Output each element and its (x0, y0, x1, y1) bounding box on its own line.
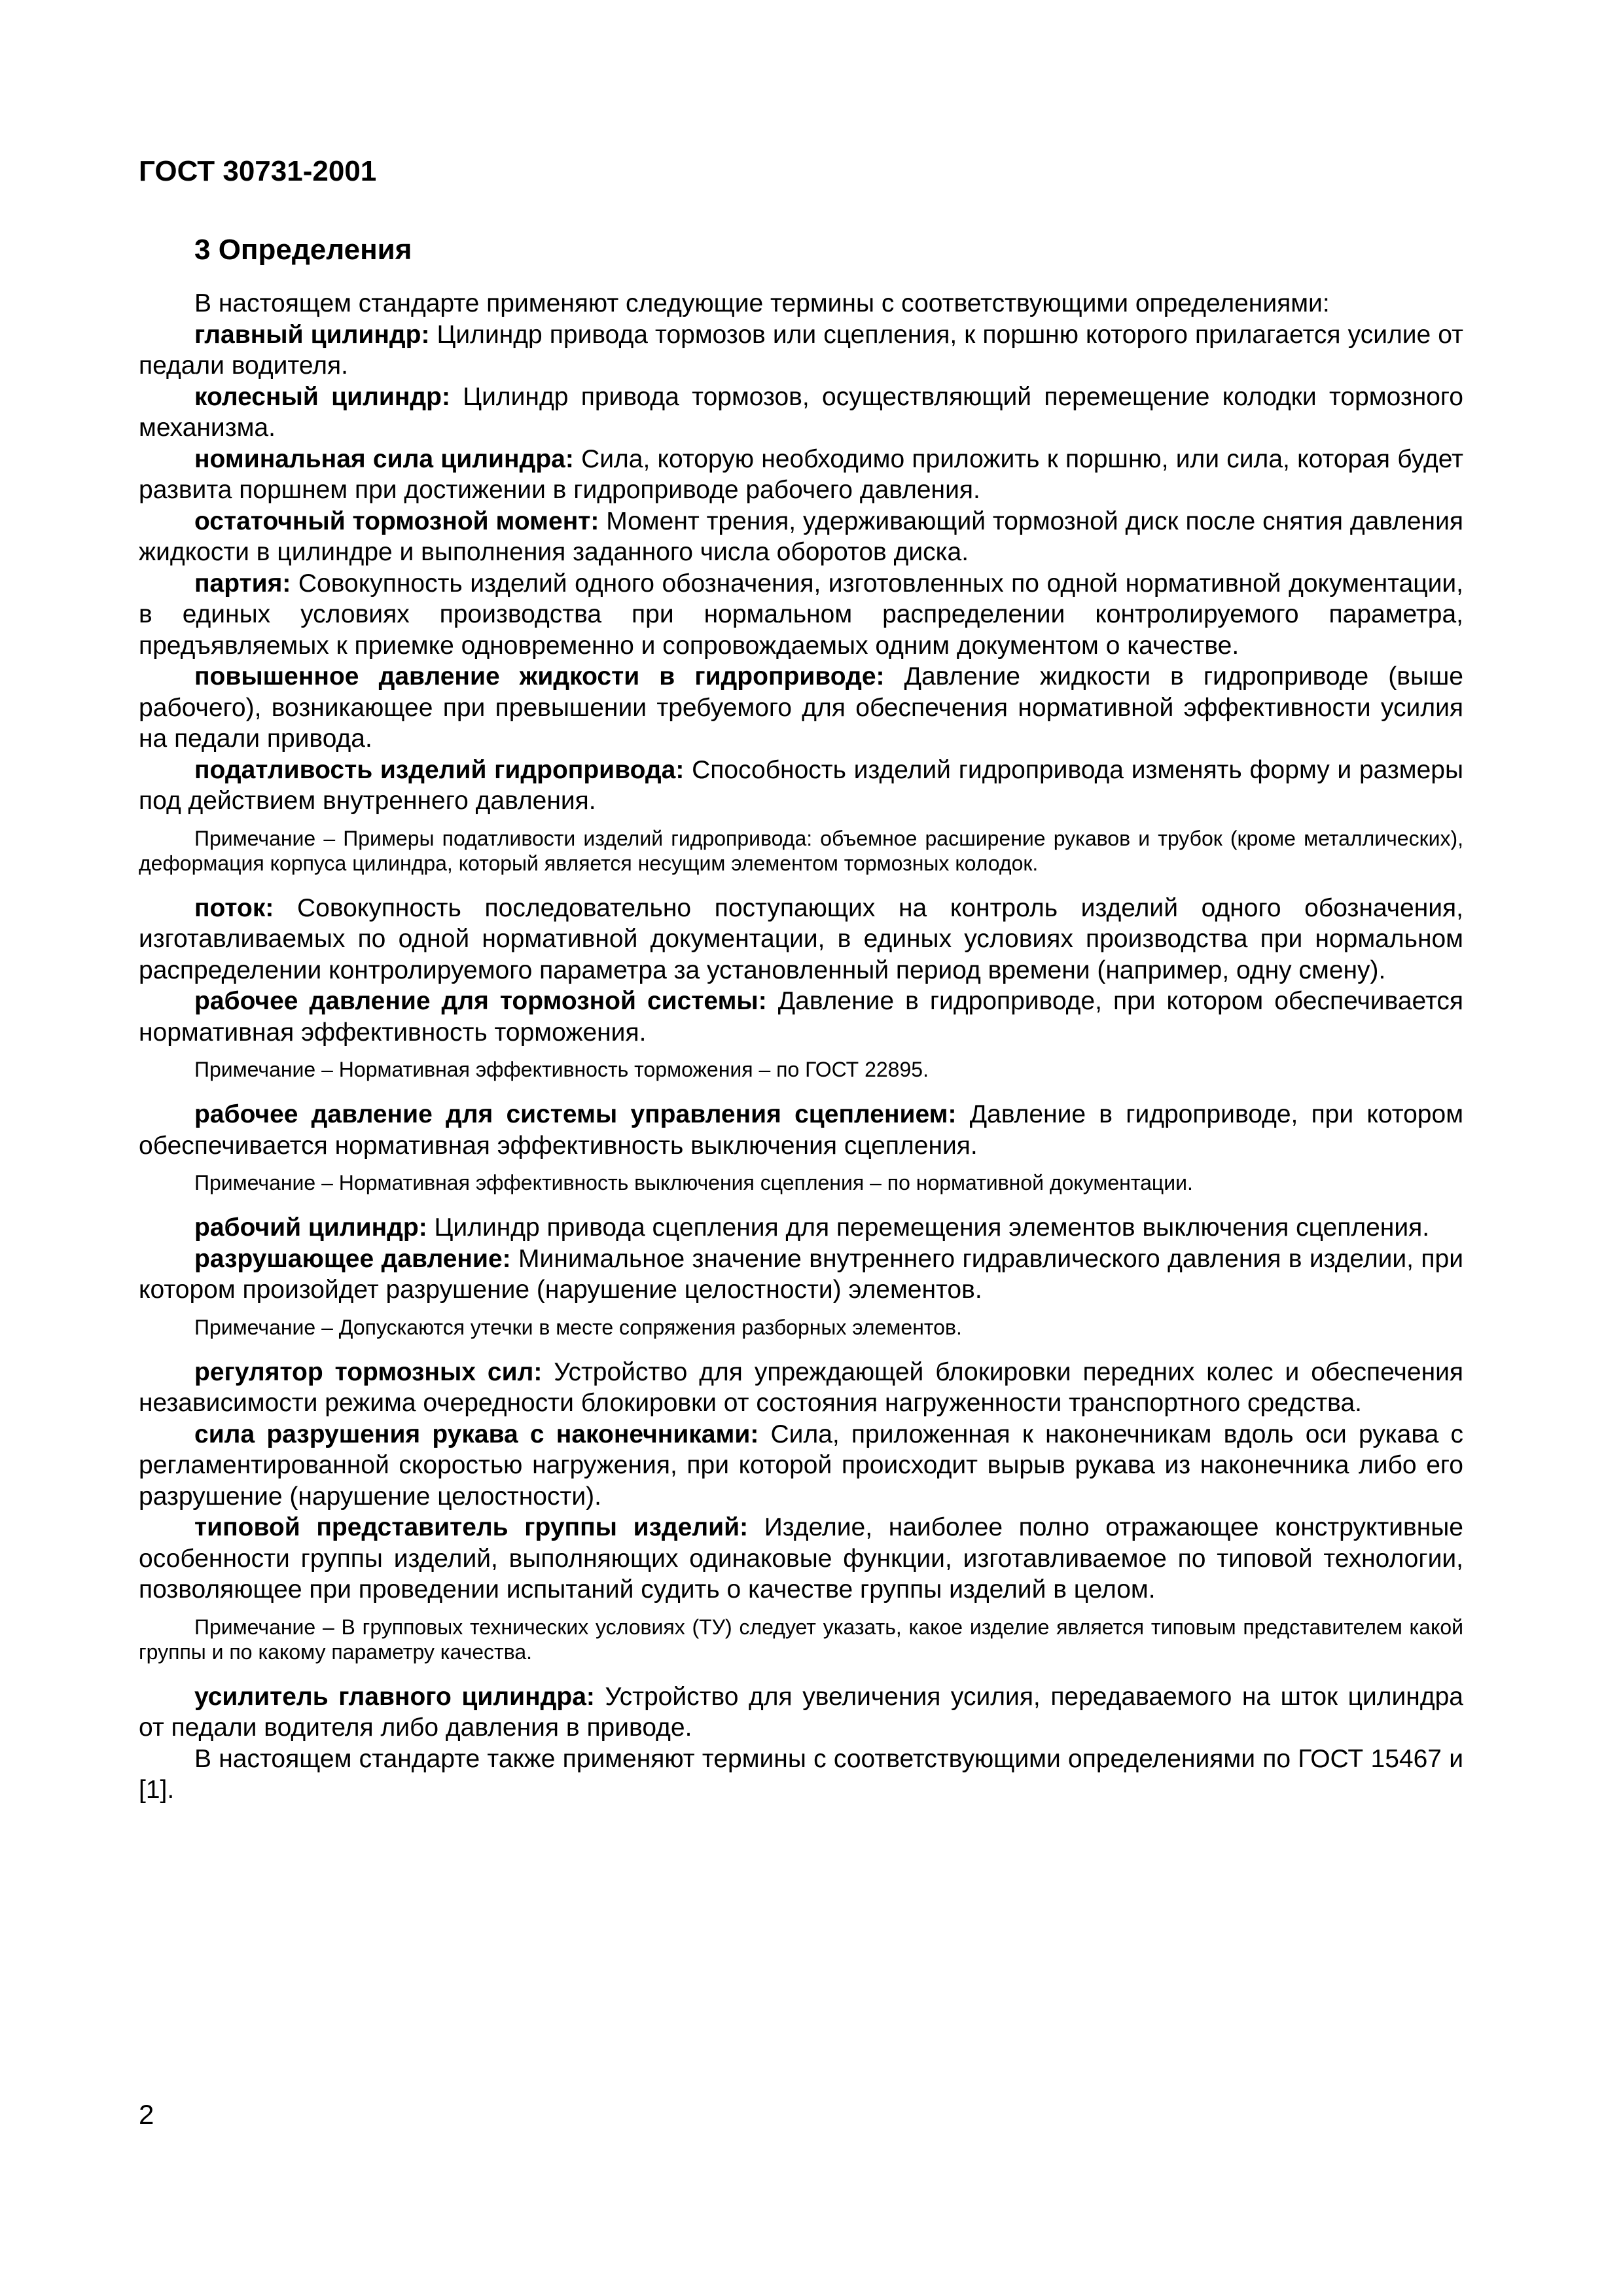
definition-nominal-force (139, 444, 1463, 506)
definition-text: Минимальное значение внутреннего гидравлического давления в изделии, при котором произойдет разрушение (нарушение целостности) элементов. (139, 1244, 1463, 1304)
definition-text: Цилиндр привода сцепления для перемещения элементов выключения сцепления. (427, 1213, 1430, 1242)
definition-text: Изделие, наиболее полно отражающее конструктивные особенности группы изделий, выполняющих одинаковые функции, изготавливаемое по типовой технологии, позволяющее при проведении испытаний судить о качестве группы изделий в целом. (139, 1513, 1463, 1604)
definition-burst-pressure (139, 1244, 1463, 1306)
definition-term: рабочее давление для тормозной системы: (194, 987, 767, 1015)
definition-text: Сила, приложенная к наконечникам вдоль оси рукава с регламентированной скоростью нагружения, при которой происходит вырыв рукава из наконечника либо его разрушение (нарушение целостности). (139, 1420, 1463, 1511)
definition-term: повышенное давление жидкости в гидроприводе: (194, 662, 885, 691)
definition-term: рабочий цилиндр: (194, 1213, 427, 1242)
definition-hose-break-force (139, 1419, 1463, 1513)
definition-text: Давление в гидроприводе, при котором обеспечивается нормативная эффективность выключения сцепления. (139, 1100, 1464, 1160)
definition-text: Сила, которую необходимо приложить к поршню, или сила, которая будет развита поршнем при достижении в гидроприводе рабочего давления. (139, 444, 1463, 504)
definition-term: партия: (194, 569, 291, 598)
definition-residual-torque (139, 506, 1463, 568)
definition-wheel-cylinder (139, 382, 1463, 444)
definition-term: колесный цилиндр: (194, 382, 450, 411)
definitions-body (139, 288, 1463, 1806)
definition-term: номинальная сила цилиндра: (194, 444, 574, 473)
definition-text: Способность изделий гидропривода изменять форму и размеры под действием внутреннего давления. (139, 755, 1463, 815)
closing-paragraph: В настоящем стандарте также применяют термины с соответствующими определениями по ГОСТ 15467 и [1]. (139, 1744, 1463, 1804)
note-brake-efficiency: Примечание – Нормативная эффективность торможения – по ГОСТ 22895. (194, 1058, 929, 1081)
note-clutch-efficiency: Примечание – Нормативная эффективность выключения сцепления – по нормативной документации. (194, 1171, 1193, 1194)
note-typical: Примечание – В групповых технических условиях (ТУ) следует указать, какое изделие является типовым представителем какой группы и по какому параметру качества. (139, 1615, 1463, 1664)
definition-term: рабочее давление для системы управления сцеплением: (194, 1100, 957, 1128)
definition-text: Совокупность последовательно поступающих на контроль изделий одного обозначения, изготавливаемых по одной нормативной документации, в единых условиях производства при нормальном распределении контролируемого параметра за установленный период времени (например, одну смену). (139, 893, 1463, 984)
definition-text: Совокупность изделий одного обозначения, изготовленных по одной нормативной документации, в единых условиях производства при нормальном распределении контролируемого параметра, предъявляемых к приемке одновременно и сопровождаемых одним документом о качестве. (139, 569, 1463, 660)
definition-text: Давление жидкости в гидроприводе (выше рабочего), возникающее при превышении требуемого для обеспечения нормативной эффективности усилия на педали привода. (139, 662, 1463, 753)
definition-term: разрушающее давление: (194, 1244, 511, 1273)
definition-brake-force-regulator (139, 1357, 1463, 1419)
definition-clutch-working-pressure (139, 1099, 1463, 1161)
definition-term: сила разрушения рукава с наконечниками: (194, 1420, 759, 1448)
definition-term: регулятор тормозных сил: (194, 1357, 543, 1386)
definition-text: Давление в гидроприводе, при котором обеспечивается нормативная эффективность торможения. (139, 987, 1463, 1047)
definition-text: Устройство для упреждающей блокировки передних колес и обеспечения независимости режима очередности блокировки от состояния нагруженности транспортного средства. (139, 1357, 1464, 1417)
page-number: 2 (139, 2099, 154, 2130)
definition-term: поток: (194, 893, 274, 922)
definition-term: усилитель главного цилиндра: (194, 1682, 595, 1711)
section-title: 3 Определения (194, 234, 412, 266)
definition-term: податливость изделий гидропривода: (194, 755, 685, 784)
document-code: ГОСТ 30731-2001 (139, 155, 377, 187)
definition-master-cylinder-booster (139, 1681, 1463, 1744)
definition-typical-representative (139, 1512, 1463, 1605)
definition-compliance (139, 755, 1463, 817)
definition-text: Устройство для увеличения усилия, передаваемого на шток цилиндра от педали водителя либо давления в приводе. (139, 1682, 1463, 1742)
definition-batch (139, 568, 1463, 662)
definition-term: остаточный тормозной момент: (194, 507, 599, 535)
definition-text: Цилиндр привода тормозов, осуществляющий перемещение колодки тормозного механизма. (139, 382, 1463, 442)
definition-main-cylinder (139, 319, 1463, 382)
note-compliance: Примечание – Примеры податливости изделий гидропривода: объемное расширение рукавов и трубок (кроме металлических), деформация корпуса цилиндра, который является несущим элементом тормозных колодок. (139, 826, 1463, 875)
definition-term: главный цилиндр: (194, 320, 430, 349)
definition-term: типовой представитель группы изделий: (194, 1513, 749, 1541)
definition-flow (139, 893, 1463, 986)
intro-paragraph: В настоящем стандарте применяют следующие термины с соответствующими определениями: (194, 289, 1330, 317)
definition-increased-pressure (139, 661, 1463, 755)
definition-working-cylinder (139, 1212, 1463, 1244)
definition-brake-working-pressure (139, 986, 1463, 1048)
definition-text: Цилиндр привода тормозов или сцепления, к поршню которого прилагается усилие от педали водителя. (139, 320, 1463, 380)
note-leaks: Примечание – Допускаются утечки в месте сопряжения разборных элементов. (194, 1315, 962, 1339)
definition-text: Момент трения, удерживающий тормозной диск после снятия давления жидкости в цилиндре и выполнения заданного числа оборотов диска. (139, 507, 1463, 566)
